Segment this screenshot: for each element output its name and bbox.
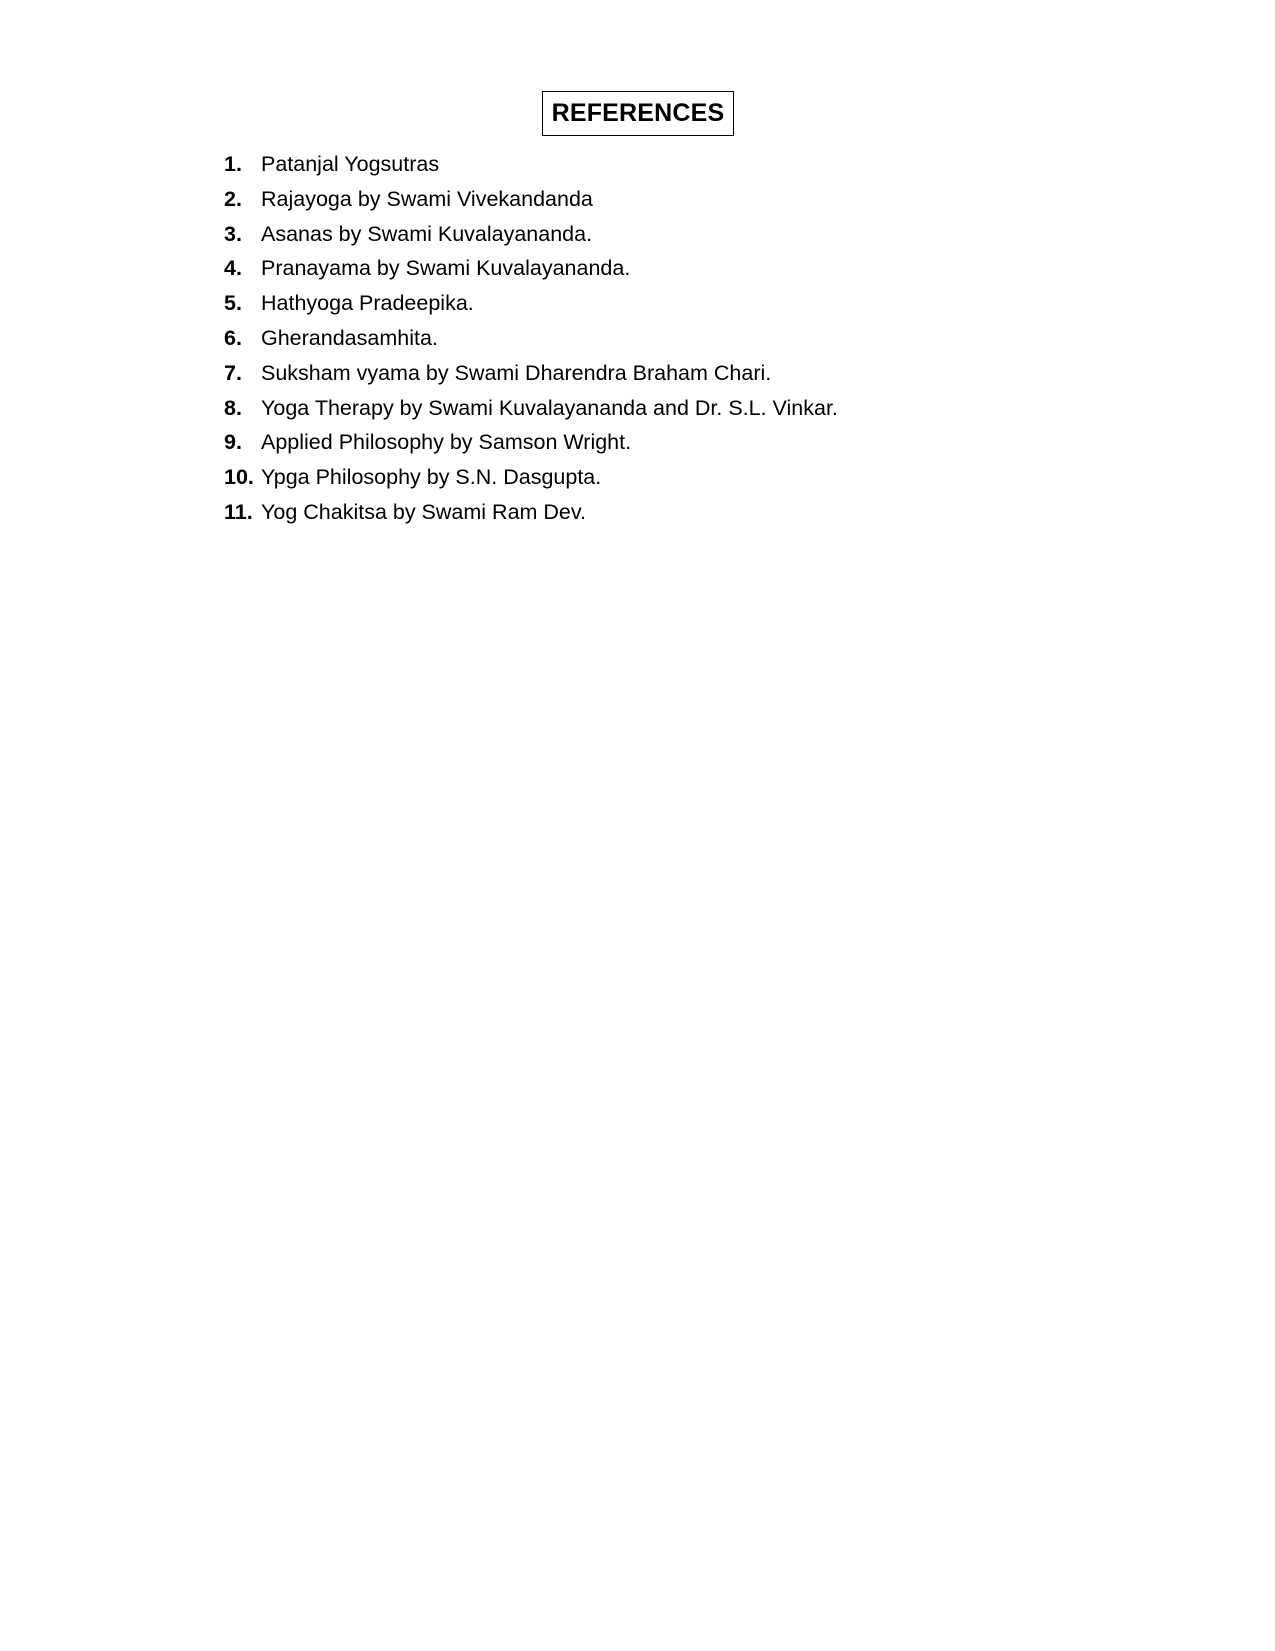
reference-number: 3. (224, 221, 242, 246)
reference-text: Yoga Therapy by Swami Kuvalayananda and Dr. S.L. Vinkar. (261, 395, 838, 420)
reference-text: Suksham vyama by Swami Dharendra Braham Chari. (261, 360, 772, 385)
reference-item (224, 396, 838, 431)
reference-number: 8. (224, 395, 242, 420)
reference-number: 9. (224, 430, 242, 455)
reference-number: 6. (224, 325, 242, 350)
reference-item (224, 152, 838, 187)
reference-item (224, 222, 838, 257)
reference-number: 11. (224, 499, 253, 524)
reference-text: Pranayama by Swami Kuvalayananda. (261, 256, 631, 281)
reference-text: Patanjal Yogsutras (261, 152, 440, 176)
reference-item (224, 291, 838, 326)
reference-item (224, 326, 838, 361)
reference-number: 5. (224, 291, 242, 316)
reference-text: Hathyoga Pradeepika. (261, 291, 474, 316)
reference-number: 4. (224, 256, 242, 281)
reference-text: Yog Chakitsa by Swami Ram Dev. (261, 499, 587, 524)
page-title: REFERENCES (542, 91, 735, 136)
reference-number: 1. (224, 152, 242, 176)
reference-text: Rajayoga by Swami Vivekandanda (261, 186, 593, 211)
title-wrapper (0, 91, 1275, 136)
reference-item (224, 361, 838, 396)
reference-item (224, 187, 838, 222)
reference-number: 2. (224, 186, 242, 211)
reference-text: Applied Philosophy by Samson Wright. (261, 430, 632, 455)
reference-text: Asanas by Swami Kuvalayananda. (261, 221, 593, 246)
reference-item (224, 256, 838, 291)
reference-item (224, 430, 838, 465)
reference-number: 10. (224, 465, 254, 490)
reference-number: 7. (224, 360, 242, 385)
reference-item (224, 465, 838, 500)
reference-text: Gherandasamhita. (261, 325, 438, 350)
reference-text: Ypga Philosophy by S.N. Dasgupta. (261, 465, 602, 490)
reference-item (224, 500, 838, 535)
references-list (224, 152, 838, 535)
